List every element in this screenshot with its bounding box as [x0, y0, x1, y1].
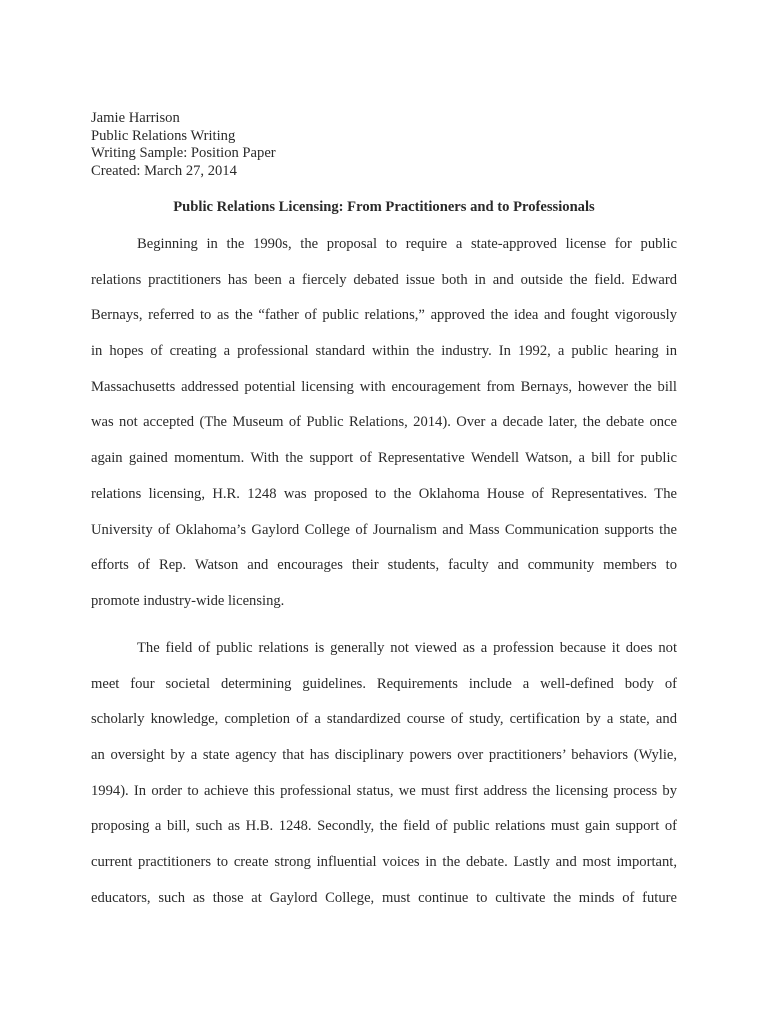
paragraph-line: scholarly knowledge, completion of a standardized course of study, certification by a state, and — [91, 711, 677, 728]
paragraph-line: educators, such as those at Gaylord College, must continue to cultivate the minds of future — [91, 889, 677, 906]
paragraph-line: meet four societal determining guidelines. Requirements include a well-defined body of — [91, 675, 677, 692]
paragraph-line: again gained momentum. With the support of Representative Wendell Watson, a bill for public — [91, 450, 677, 467]
paragraph-line: in hopes of creating a professional standard within the industry. In 1992, a public hearing in — [91, 343, 677, 360]
paragraph-line: University of Oklahoma’s Gaylord College of Journalism and Mass Communication supports the — [91, 521, 677, 538]
paragraph-line: relations licensing, H.R. 1248 was proposed to the Oklahoma House of Representatives. The — [91, 485, 677, 502]
paragraph-line: relations practitioners has been a fiercely debated issue both in and outside the field. Edward — [91, 271, 677, 288]
course-name: Public Relations Writing — [91, 127, 236, 144]
paragraph-line: an oversight by a state agency that has disciplinary powers over practitioners’ behaviors (Wylie, — [91, 747, 677, 764]
paragraph-line: Massachusetts addressed potential licensing with encouragement from Bernays, however the bill — [91, 378, 677, 395]
document-title: Public Relations Licensing: From Practitioners and to Professionals — [173, 199, 595, 215]
paragraph-line: 1994). In order to achieve this professional status, we must first address the licensing process by — [91, 782, 677, 799]
created-date: Created: March 27, 2014 — [91, 162, 237, 179]
assignment-type: Writing Sample: Position Paper — [91, 145, 276, 162]
paragraph-line: Bernays, referred to as the “father of public relations,” approved the idea and fought vigorously — [91, 307, 677, 324]
paragraph-line: current practitioners to create strong influential voices in the debate. Lastly and most important, — [91, 854, 677, 871]
document-header — [91, 110, 276, 180]
paragraph-line: The field of public relations is generally not viewed as a profession because it does not — [137, 640, 677, 656]
paragraph-2 — [91, 631, 677, 917]
author-name: Jamie Harrison — [91, 110, 180, 126]
paragraph-line: was not accepted (The Museum of Public Relations, 2014). Over a decade later, the debate once — [91, 414, 677, 431]
paragraph-line: proposing a bill, such as H.B. 1248. Secondly, the field of public relations must gain support of — [91, 818, 677, 835]
paragraph-line: promote industry-wide licensing. — [91, 592, 285, 609]
paragraph-line: efforts of Rep. Watson and encourages their students, faculty and community members to — [91, 557, 677, 574]
paragraph-1 — [91, 227, 677, 620]
paragraph-line: Beginning in the 1990s, the proposal to require a state-approved license for public — [137, 236, 677, 252]
